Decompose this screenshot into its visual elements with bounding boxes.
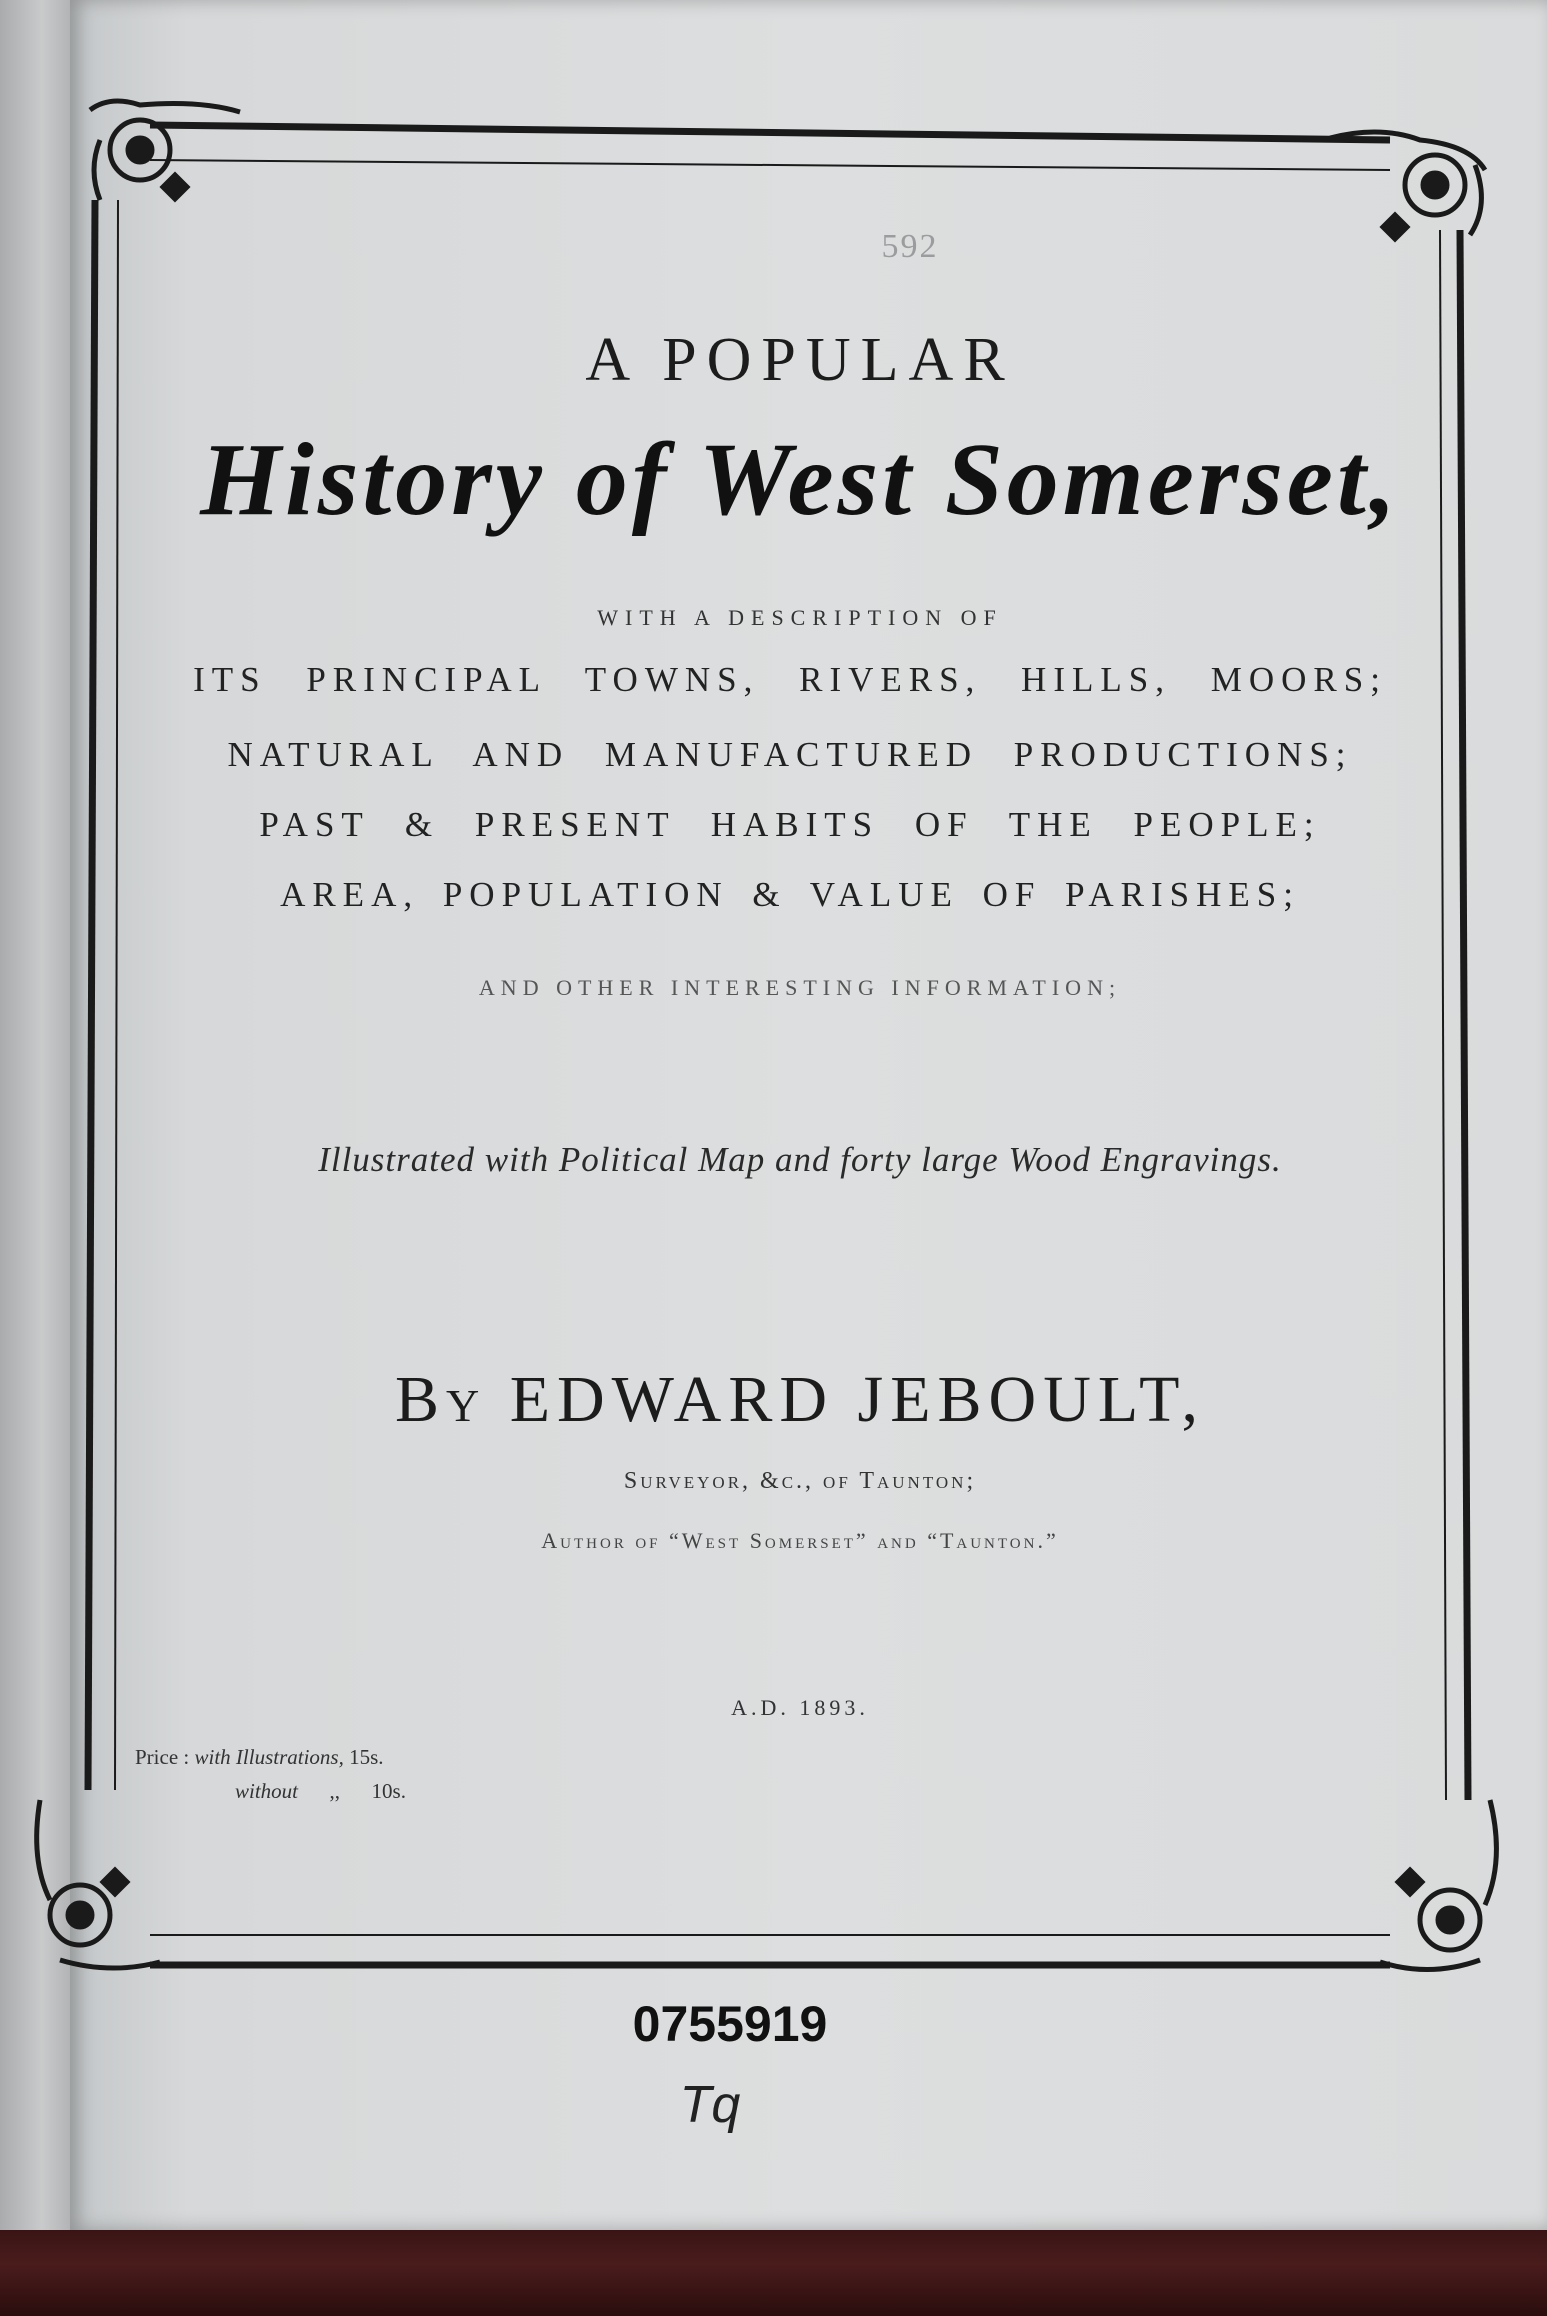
handwritten-mark: Tq xyxy=(679,2076,741,2134)
description-line-4: AREA, POPULATION & VALUE OF PARISHES; xyxy=(280,875,1300,914)
price-without-value: 10s. xyxy=(371,1779,406,1803)
illustrated-note: Illustrated with Political Map and forty large Wood Engravings. xyxy=(318,1140,1282,1179)
price-ditto-mark: ,, xyxy=(329,1779,341,1803)
corner-ornament-bottom-right xyxy=(1380,1800,1496,1970)
and-other-information: AND OTHER INTERESTING INFORMATION; xyxy=(478,975,1122,1000)
library-shelfmark: 0755919 xyxy=(632,1996,828,2052)
corner-ornament-bottom-left xyxy=(37,1800,160,1968)
author-other-works: Author of “West Somerset” and “Taunton.” xyxy=(541,1528,1059,1553)
description-line-2: NATURAL AND MANUFACTURED PRODUCTIONS; xyxy=(227,735,1353,774)
by-word: By xyxy=(394,1363,487,1436)
corner-ornament-top-right xyxy=(1330,132,1485,239)
pre-title: A POPULAR xyxy=(585,326,1015,394)
author-occupation: Surveyor, &c., of Taunton; xyxy=(623,1468,977,1494)
faint-pencil-mark: 592 xyxy=(881,228,939,265)
corner-ornament-top-left xyxy=(90,101,240,200)
price-block xyxy=(135,1740,406,1808)
publication-date: A.D. 1893. xyxy=(731,1695,869,1720)
author-name: EDWARD JEBOULT, xyxy=(509,1363,1206,1436)
main-title: History of West Somerset, xyxy=(200,422,1400,537)
price-label: Price : xyxy=(135,1745,190,1769)
price-with-value: 15s. xyxy=(349,1745,384,1769)
price-with-label: with Illustrations, xyxy=(194,1745,344,1769)
price-without-label: without xyxy=(235,1779,299,1803)
description-line-3: PAST & PRESENT HABITS OF THE PEOPLE; xyxy=(259,805,1321,844)
author-line xyxy=(150,1362,1450,1438)
with-description: WITH A DESCRIPTION OF xyxy=(597,605,1003,630)
description-line-1: ITS PRINCIPAL TOWNS, RIVERS, HILLS, MOORS; xyxy=(193,660,1387,699)
